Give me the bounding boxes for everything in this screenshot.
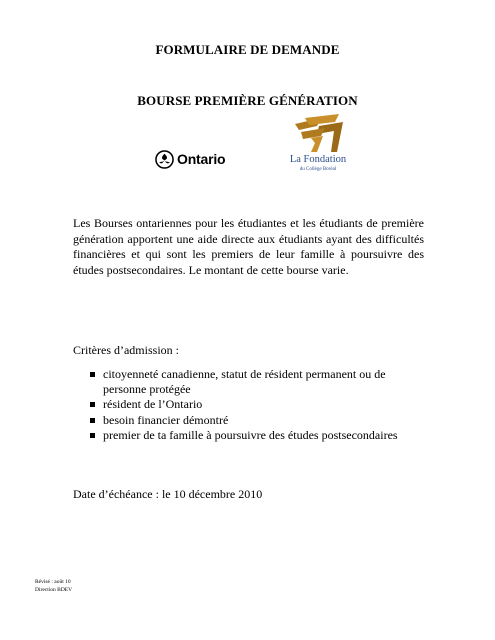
ontario-logo <box>155 148 225 170</box>
form-subtitle: BOURSE PREMIÈRE GÉNÉRATION <box>137 93 358 108</box>
criteria-item-text: résident de l’Ontario <box>103 397 203 412</box>
revision-date: Révisé : août 10 <box>35 579 71 585</box>
fondation-logo <box>283 114 353 176</box>
list-item <box>90 413 430 428</box>
fondation-subname: du Collège Boréal <box>299 167 337 172</box>
fondation-name: La Fondation <box>289 154 347 165</box>
list-item <box>90 397 430 412</box>
list-item <box>90 428 430 443</box>
form-title: FORMULAIRE DE DEMANDE <box>155 42 340 57</box>
intro-paragraph: Les Bourses ontariennes pour les étudiantes et les étudiants de première génération apportent une aide directe aux étudiants ayant des difficultés financières et qui sont les premiers de leur famille à poursuivre des études postsecondaires. Le montant de cette bourse varie. <box>73 216 424 277</box>
deadline-text: Date d’échéance : le 10 décembre 2010 <box>73 487 263 501</box>
direction-label: Direction BDEV <box>35 587 73 593</box>
bullet-icon <box>90 402 95 407</box>
bullet-icon <box>90 433 95 438</box>
ontario-trillium-icon <box>155 150 174 169</box>
bullet-icon <box>90 372 95 377</box>
criteria-label: Critères d’admission : <box>73 343 179 357</box>
criteria-item-text: besoin financier démontré <box>103 412 229 427</box>
list-item <box>90 367 430 397</box>
footer <box>35 578 72 594</box>
criteria-item-text: premier de ta famille à poursuivre des études postsecondaires <box>103 427 398 442</box>
ontario-wordmark: Ontario <box>177 151 226 167</box>
criteria-list <box>90 367 430 443</box>
criteria-item-text: citoyenneté canadienne, statut de résident permanent ou de personne protégée <box>103 367 386 397</box>
bullet-icon <box>90 418 95 423</box>
fondation-mark-icon <box>291 114 345 154</box>
